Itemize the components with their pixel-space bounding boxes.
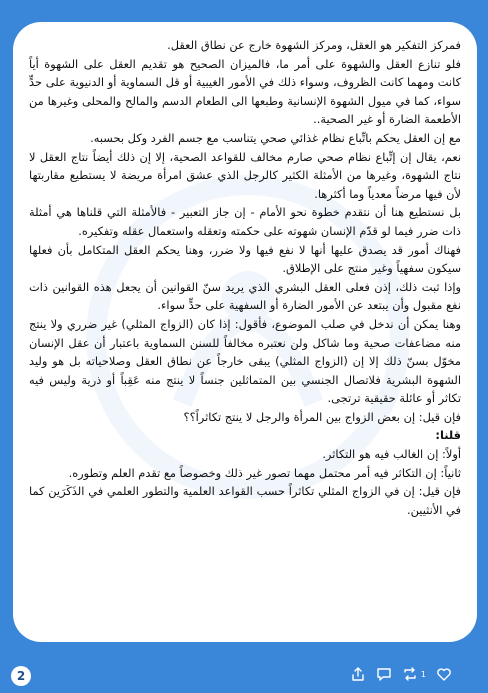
paragraph: فلو تنازع العقل والشهوة على أمر ما، فالميزان الصحيح هو تقديم العقل على الشهوة أياً كانت ومهما كانت الظروف، وسواء ذلك في الأمور الغيبية أو قل السماوية أو الدنيوية على حدٍّ سواء، كما في ميول الشهوة الإنسانية وطبعها الى الطعام الدسم والمالح والمحلى وغيرها من الأطعمة الضارة أو غير الصحية.. — [29, 56, 461, 127]
share-icon[interactable] — [350, 666, 366, 682]
heart-icon[interactable] — [436, 666, 452, 682]
comment-icon[interactable] — [376, 666, 392, 682]
paragraph: نعم، يقال إن إتِّباع نظام صحي صارم مخالف للقواعد الصحية، إلا إن ذلك أيضاً نتاج العقل لا نتاج الشهوة، وغيرها من الأمثلة الكثير كالرجل الذي عشق امرأة مريضة لا يستطيع مقاربتها لأن فيها مرضاً معدياً وما أكثرها. — [29, 149, 461, 201]
repost-icon[interactable] — [402, 666, 418, 682]
page-card — [13, 22, 477, 642]
paragraph: وإذا ثبت ذلك، إذن فعلى العقل البشري الذي يريد سنّ القوانين أن يجعل هذه القوانين ذات نفع مقبول وأن يبتعد عن الأمور الضارة أو السفهية على حدٍّ سواء. — [29, 279, 461, 313]
page-number: 2 — [16, 669, 26, 683]
post-actions — [350, 665, 452, 683]
paragraph: وهنا يمكن أن ندخل في صلب الموضوع، فأقول: إذا كان (الزواج المثلي) غير ضرري ولا ينتج منه مضاعفات صحية وما شاكل ولن نعتبره مخالفاً للسنن السماوية باعتبار أن عقل الإنسان مخوّل بسنّ ذلك إلا إن (الزواج المثلي) يبقى خارجاً عن نطاق العقل وصلاحياته بل هو وليد الشهوة البشرية فلاتصال الجنسي بين المتماثلين جنساً لا ينتج منه عَقِباً أو ذرية وليس فيه تكاثر أو عائلة حقيقية ترتجى. — [29, 316, 461, 406]
paragraph: ثانياً: إن التكاثر فيه أمر محتمل مهما تصور غير ذلك وخصوصاً مع تقدم العلم وتطوره. — [68, 465, 461, 480]
paragraph: بل نستطيع هنا أن نتقدم خطوة نحو الأمام - إن جاز التعبير - فالأمثلة التي قلناها هي أمثلة ذات ضرر فيما لو قدّم الإنسان شهوته على حكمته وتعقله واستعمال عقله وتفكيره. — [29, 205, 461, 238]
repost-count: 1 — [420, 669, 426, 679]
question-paragraph: فإن قيل: إن بعض الزواج بين المرأة والرجل لا ينتج تكاثراً؟؟ — [183, 409, 461, 424]
paragraph: فمركز التفكير هو العقل، ومركز الشهوة خارج عن نطاق العقل. — [167, 38, 461, 52]
answer-heading: قلنا: — [435, 428, 461, 443]
paragraph: أولاً: إن الغالب فيه هو التكاثر. — [322, 447, 461, 462]
paragraph: فإن قيل: إن في الزواج المثلي تكاثراً حسب القواعد العلمية والتطور العلمي في الذَكَرَين كما في الأنثيين. — [29, 484, 461, 517]
paragraph: مع إن العقل يحكم باتِّباع نظام غذائي صحي يتناسب مع جسم الفرد وكل بحسبه. — [90, 130, 461, 145]
article-body — [29, 36, 461, 519]
paragraph: فهناك أمور قد يصدق عليها أنها لا نفع فيها ولا ضرر، وهنا يحكم العقل المتكامل بأن فعلها سيكون سفهياً وغير منتج على الإطلاق. — [29, 242, 461, 276]
page-number-badge — [11, 666, 31, 686]
